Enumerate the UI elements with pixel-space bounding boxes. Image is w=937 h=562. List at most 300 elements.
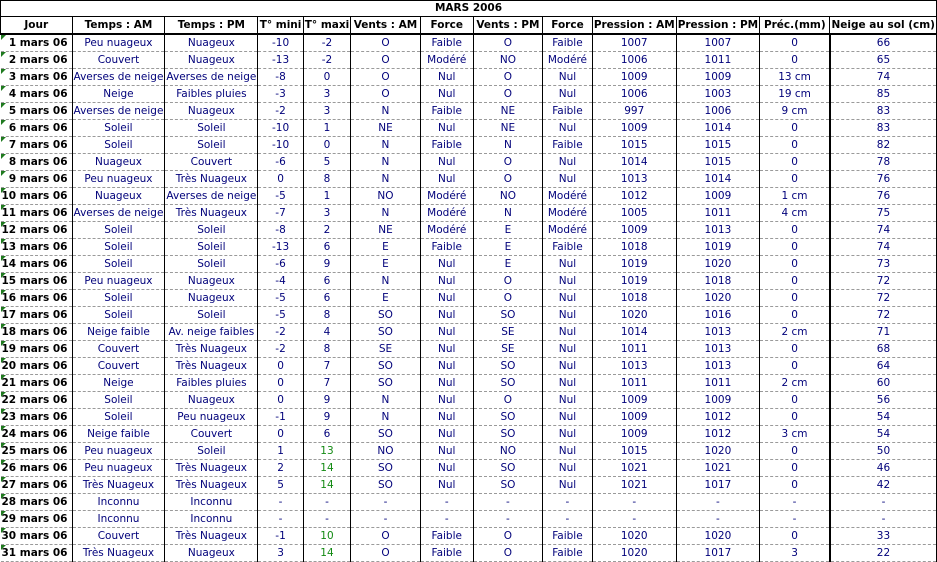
temp-min-cell[interactable]: -1 [258,409,303,426]
snow-cell[interactable]: 74 [830,239,937,256]
pressure-pm-cell[interactable]: 1019 [676,239,759,256]
temp-max-cell[interactable]: - [303,511,350,528]
snow-cell[interactable]: 72 [830,273,937,290]
column-header[interactable]: T° maxi [303,17,350,35]
wind-am-cell[interactable]: NE [351,120,421,137]
pressure-pm-cell[interactable]: 1017 [676,545,759,562]
pressure-pm-cell[interactable]: 1007 [676,34,759,52]
snow-cell[interactable]: 74 [830,69,937,86]
pressure-am-cell[interactable]: 1009 [592,426,676,443]
weather-pm-cell[interactable]: Soleil [165,239,258,256]
temp-max-cell[interactable]: 7 [303,375,350,392]
pressure-pm-cell[interactable]: 1003 [676,86,759,103]
wind-am-cell[interactable]: SO [351,460,421,477]
precip-cell[interactable]: 0 [760,409,830,426]
temp-max-cell[interactable]: 6 [303,239,350,256]
snow-cell[interactable]: 50 [830,443,937,460]
pressure-am-cell[interactable]: 1012 [592,188,676,205]
wind-am-cell[interactable]: E [351,256,421,273]
force-am-cell[interactable]: - [420,511,473,528]
temp-min-cell[interactable]: 0 [258,392,303,409]
force-am-cell[interactable]: Nul [420,171,473,188]
wind-am-cell[interactable]: SO [351,426,421,443]
snow-cell[interactable]: 42 [830,477,937,494]
pressure-am-cell[interactable]: 1020 [592,545,676,562]
precip-cell[interactable]: 13 cm [760,69,830,86]
force-am-cell[interactable]: Faible [420,545,473,562]
force-pm-cell[interactable]: Nul [543,341,593,358]
temp-max-cell[interactable]: 1 [303,188,350,205]
column-header[interactable]: Pression : AM [592,17,676,35]
wind-pm-cell[interactable]: O [473,154,542,171]
wind-pm-cell[interactable]: O [473,290,542,307]
temp-min-cell[interactable]: 3 [258,545,303,562]
pressure-am-cell[interactable]: 1013 [592,171,676,188]
temp-min-cell[interactable]: -6 [258,154,303,171]
wind-pm-cell[interactable]: NE [473,120,542,137]
wind-pm-cell[interactable]: O [473,392,542,409]
day-cell[interactable]: 6 mars 06 [1,120,73,137]
pressure-pm-cell[interactable]: 1016 [676,307,759,324]
force-pm-cell[interactable]: Nul [543,69,593,86]
weather-am-cell[interactable]: Couvert [72,341,165,358]
force-am-cell[interactable]: Modéré [420,222,473,239]
force-am-cell[interactable]: Nul [420,375,473,392]
snow-cell[interactable]: - [830,494,937,511]
snow-cell[interactable]: 54 [830,426,937,443]
weather-am-cell[interactable]: Soleil [72,256,165,273]
pressure-pm-cell[interactable]: 1021 [676,460,759,477]
temp-max-cell[interactable]: 3 [303,205,350,222]
wind-pm-cell[interactable]: O [473,34,542,52]
pressure-am-cell[interactable]: 1009 [592,409,676,426]
temp-min-cell[interactable]: -3 [258,86,303,103]
wind-am-cell[interactable]: SO [351,375,421,392]
snow-cell[interactable]: 82 [830,137,937,154]
temp-max-cell[interactable]: 9 [303,409,350,426]
force-am-cell[interactable]: Nul [420,358,473,375]
precip-cell[interactable]: 0 [760,273,830,290]
force-am-cell[interactable]: Faible [420,137,473,154]
force-am-cell[interactable]: Nul [420,409,473,426]
weather-am-cell[interactable]: Averses de neige [72,205,165,222]
wind-am-cell[interactable]: N [351,103,421,120]
temp-max-cell[interactable]: 9 [303,256,350,273]
column-header[interactable]: Temps : AM [72,17,165,35]
pressure-pm-cell[interactable]: 1013 [676,358,759,375]
wind-pm-cell[interactable]: E [473,222,542,239]
weather-pm-cell[interactable]: Averses de neige [165,69,258,86]
force-am-cell[interactable]: Nul [420,290,473,307]
force-pm-cell[interactable]: Nul [543,86,593,103]
day-cell[interactable]: 5 mars 06 [1,103,73,120]
pressure-pm-cell[interactable]: 1009 [676,69,759,86]
wind-pm-cell[interactable]: O [473,545,542,562]
snow-cell[interactable]: 56 [830,392,937,409]
temp-min-cell[interactable]: -10 [258,120,303,137]
column-header[interactable]: Force [543,17,593,35]
weather-pm-cell[interactable]: Nuageux [165,290,258,307]
weather-am-cell[interactable]: Soleil [72,222,165,239]
weather-am-cell[interactable]: Nuageux [72,188,165,205]
precip-cell[interactable]: 3 cm [760,426,830,443]
weather-pm-cell[interactable]: Nuageux [165,545,258,562]
wind-pm-cell[interactable]: SO [473,426,542,443]
force-pm-cell[interactable]: Nul [543,409,593,426]
weather-am-cell[interactable]: Peu nuageux [72,460,165,477]
pressure-am-cell[interactable]: 1018 [592,290,676,307]
precip-cell[interactable]: 0 [760,443,830,460]
temp-min-cell[interactable]: - [258,494,303,511]
column-header[interactable]: Vents : AM [351,17,421,35]
day-cell[interactable]: 7 mars 06 [1,137,73,154]
temp-min-cell[interactable]: -5 [258,290,303,307]
weather-pm-cell[interactable]: Faibles pluies [165,86,258,103]
pressure-am-cell[interactable]: 1005 [592,205,676,222]
temp-max-cell[interactable]: 8 [303,307,350,324]
precip-cell[interactable]: 2 cm [760,324,830,341]
weather-am-cell[interactable]: Soleil [72,290,165,307]
wind-pm-cell[interactable]: NO [473,52,542,69]
day-cell[interactable]: 21 mars 06 [1,375,73,392]
snow-cell[interactable]: 71 [830,324,937,341]
force-am-cell[interactable]: Nul [420,477,473,494]
weather-pm-cell[interactable]: Peu nuageux [165,409,258,426]
temp-min-cell[interactable]: -5 [258,307,303,324]
pressure-am-cell[interactable]: 1019 [592,273,676,290]
snow-cell[interactable]: 74 [830,222,937,239]
wind-am-cell[interactable]: O [351,86,421,103]
force-pm-cell[interactable]: Nul [543,273,593,290]
weather-am-cell[interactable]: Soleil [72,307,165,324]
force-pm-cell[interactable]: Nul [543,375,593,392]
force-pm-cell[interactable]: Nul [543,120,593,137]
column-header[interactable]: Jour [1,17,73,35]
temp-min-cell[interactable]: -8 [258,69,303,86]
weather-pm-cell[interactable]: Inconnu [165,511,258,528]
temp-max-cell[interactable]: 6 [303,273,350,290]
column-header[interactable]: T° mini [258,17,303,35]
precip-cell[interactable]: 0 [760,341,830,358]
temp-min-cell[interactable]: -4 [258,273,303,290]
pressure-pm-cell[interactable]: 1011 [676,205,759,222]
snow-cell[interactable]: - [830,511,937,528]
pressure-pm-cell[interactable]: 1013 [676,324,759,341]
temp-max-cell[interactable]: 6 [303,290,350,307]
day-cell[interactable]: 9 mars 06 [1,171,73,188]
wind-am-cell[interactable]: SO [351,358,421,375]
temp-min-cell[interactable]: 5 [258,477,303,494]
pressure-pm-cell[interactable]: 1013 [676,222,759,239]
temp-min-cell[interactable]: -7 [258,205,303,222]
temp-max-cell[interactable]: 7 [303,358,350,375]
force-pm-cell[interactable]: Nul [543,477,593,494]
force-am-cell[interactable]: Nul [420,426,473,443]
force-am-cell[interactable]: Nul [420,324,473,341]
pressure-am-cell[interactable]: 1020 [592,528,676,545]
precip-cell[interactable]: 0 [760,460,830,477]
pressure-pm-cell[interactable]: 1018 [676,273,759,290]
weather-pm-cell[interactable]: Très Nuageux [165,205,258,222]
wind-pm-cell[interactable]: O [473,273,542,290]
force-am-cell[interactable]: - [420,494,473,511]
temp-min-cell[interactable]: 1 [258,443,303,460]
precip-cell[interactable]: 0 [760,307,830,324]
weather-pm-cell[interactable]: Soleil [165,256,258,273]
weather-am-cell[interactable]: Très Nuageux [72,477,165,494]
wind-pm-cell[interactable]: O [473,69,542,86]
force-am-cell[interactable]: Nul [420,443,473,460]
pressure-pm-cell[interactable]: 1011 [676,375,759,392]
weather-am-cell[interactable]: Inconnu [72,494,165,511]
weather-am-cell[interactable]: Soleil [72,239,165,256]
pressure-pm-cell[interactable]: 1009 [676,188,759,205]
pressure-pm-cell[interactable]: 1012 [676,409,759,426]
snow-cell[interactable]: 66 [830,34,937,52]
weather-pm-cell[interactable]: Soleil [165,222,258,239]
weather-am-cell[interactable]: Neige [72,86,165,103]
pressure-am-cell[interactable]: 1019 [592,256,676,273]
force-pm-cell[interactable]: Nul [543,256,593,273]
snow-cell[interactable]: 64 [830,358,937,375]
snow-cell[interactable]: 85 [830,86,937,103]
wind-am-cell[interactable]: - [351,511,421,528]
force-pm-cell[interactable]: Modéré [543,52,593,69]
pressure-pm-cell[interactable]: - [676,494,759,511]
weather-am-cell[interactable]: Couvert [72,358,165,375]
temp-min-cell[interactable]: 0 [258,375,303,392]
precip-cell[interactable]: 0 [760,171,830,188]
pressure-pm-cell[interactable]: 1011 [676,52,759,69]
temp-max-cell[interactable]: 14 [303,545,350,562]
pressure-am-cell[interactable]: 1014 [592,154,676,171]
force-am-cell[interactable]: Faible [420,528,473,545]
precip-cell[interactable]: 0 [760,290,830,307]
precip-cell[interactable]: 19 cm [760,86,830,103]
wind-am-cell[interactable]: O [351,52,421,69]
column-header[interactable]: Préc.(mm) [760,17,830,35]
force-pm-cell[interactable]: Nul [543,358,593,375]
force-am-cell[interactable]: Nul [420,273,473,290]
temp-min-cell[interactable]: 2 [258,460,303,477]
day-cell[interactable]: 22 mars 06 [1,392,73,409]
snow-cell[interactable]: 73 [830,256,937,273]
wind-pm-cell[interactable]: - [473,494,542,511]
wind-am-cell[interactable]: NE [351,222,421,239]
day-cell[interactable]: 3 mars 06 [1,69,73,86]
temp-min-cell[interactable]: 0 [258,171,303,188]
temp-min-cell[interactable]: 0 [258,426,303,443]
force-pm-cell[interactable]: Nul [543,171,593,188]
wind-pm-cell[interactable]: E [473,256,542,273]
snow-cell[interactable]: 83 [830,120,937,137]
temp-max-cell[interactable]: 14 [303,460,350,477]
weather-pm-cell[interactable]: Nuageux [165,52,258,69]
day-cell[interactable]: 18 mars 06 [1,324,73,341]
force-pm-cell[interactable]: - [543,494,593,511]
day-cell[interactable]: 30 mars 06 [1,528,73,545]
snow-cell[interactable]: 65 [830,52,937,69]
weather-am-cell[interactable]: Soleil [72,120,165,137]
precip-cell[interactable]: 0 [760,528,830,545]
wind-am-cell[interactable]: N [351,205,421,222]
day-cell[interactable]: 14 mars 06 [1,256,73,273]
snow-cell[interactable]: 68 [830,341,937,358]
weather-am-cell[interactable]: Neige [72,375,165,392]
day-cell[interactable]: 19 mars 06 [1,341,73,358]
force-pm-cell[interactable]: Modéré [543,205,593,222]
wind-am-cell[interactable]: O [351,69,421,86]
force-pm-cell[interactable]: Faible [543,137,593,154]
day-cell[interactable]: 13 mars 06 [1,239,73,256]
weather-pm-cell[interactable]: Très Nuageux [165,341,258,358]
wind-am-cell[interactable]: O [351,528,421,545]
pressure-am-cell[interactable]: - [592,511,676,528]
wind-pm-cell[interactable]: SE [473,324,542,341]
snow-cell[interactable]: 72 [830,307,937,324]
wind-pm-cell[interactable]: NO [473,443,542,460]
weather-am-cell[interactable]: Neige faible [72,426,165,443]
force-pm-cell[interactable]: Modéré [543,188,593,205]
precip-cell[interactable]: - [760,511,830,528]
wind-am-cell[interactable]: N [351,392,421,409]
force-am-cell[interactable]: Nul [420,460,473,477]
pressure-pm-cell[interactable]: 1006 [676,103,759,120]
temp-min-cell[interactable]: -10 [258,34,303,52]
temp-min-cell[interactable]: -1 [258,528,303,545]
precip-cell[interactable]: 0 [760,34,830,52]
wind-am-cell[interactable]: N [351,273,421,290]
snow-cell[interactable]: 76 [830,188,937,205]
force-pm-cell[interactable]: Nul [543,324,593,341]
day-cell[interactable]: 1 mars 06 [1,34,73,52]
force-pm-cell[interactable]: Nul [543,290,593,307]
weather-am-cell[interactable]: Soleil [72,409,165,426]
weather-am-cell[interactable]: Soleil [72,392,165,409]
day-cell[interactable]: 8 mars 06 [1,154,73,171]
weather-pm-cell[interactable]: Nuageux [165,392,258,409]
force-pm-cell[interactable]: Nul [543,460,593,477]
force-am-cell[interactable]: Nul [420,69,473,86]
wind-am-cell[interactable]: SO [351,307,421,324]
temp-max-cell[interactable]: -2 [303,34,350,52]
wind-am-cell[interactable]: SE [351,341,421,358]
temp-max-cell[interactable]: 8 [303,341,350,358]
wind-pm-cell[interactable]: N [473,205,542,222]
temp-min-cell[interactable]: -10 [258,137,303,154]
force-pm-cell[interactable]: Faible [543,103,593,120]
pressure-pm-cell[interactable]: - [676,511,759,528]
temp-max-cell[interactable]: 14 [303,477,350,494]
snow-cell[interactable]: 22 [830,545,937,562]
pressure-am-cell[interactable]: 1009 [592,69,676,86]
force-pm-cell[interactable]: - [543,511,593,528]
force-pm-cell[interactable]: Nul [543,443,593,460]
temp-min-cell[interactable]: -2 [258,341,303,358]
pressure-am-cell[interactable]: 1015 [592,443,676,460]
temp-min-cell[interactable]: -6 [258,256,303,273]
wind-am-cell[interactable]: N [351,154,421,171]
precip-cell[interactable]: 0 [760,137,830,154]
wind-pm-cell[interactable]: SO [473,307,542,324]
temp-max-cell[interactable]: 3 [303,103,350,120]
force-am-cell[interactable]: Nul [420,392,473,409]
snow-cell[interactable]: 78 [830,154,937,171]
force-am-cell[interactable]: Faible [420,239,473,256]
weather-pm-cell[interactable]: Faibles pluies [165,375,258,392]
force-am-cell[interactable]: Nul [420,86,473,103]
day-cell[interactable]: 31 mars 06 [1,545,73,562]
weather-am-cell[interactable]: Peu nuageux [72,443,165,460]
day-cell[interactable]: 24 mars 06 [1,426,73,443]
weather-am-cell[interactable]: Averses de neige [72,103,165,120]
pressure-am-cell[interactable]: 1011 [592,341,676,358]
temp-max-cell[interactable]: 9 [303,392,350,409]
wind-pm-cell[interactable]: SE [473,341,542,358]
pressure-pm-cell[interactable]: 1020 [676,443,759,460]
pressure-pm-cell[interactable]: 1020 [676,290,759,307]
wind-am-cell[interactable]: E [351,239,421,256]
temp-min-cell[interactable]: -5 [258,188,303,205]
weather-pm-cell[interactable]: Inconnu [165,494,258,511]
force-pm-cell[interactable]: Nul [543,426,593,443]
temp-max-cell[interactable]: - [303,494,350,511]
weather-pm-cell[interactable]: Nuageux [165,34,258,52]
weather-pm-cell[interactable]: Nuageux [165,273,258,290]
weather-am-cell[interactable]: Nuageux [72,154,165,171]
wind-am-cell[interactable]: NO [351,188,421,205]
force-pm-cell[interactable]: Nul [543,392,593,409]
weather-pm-cell[interactable]: Très Nuageux [165,460,258,477]
temp-max-cell[interactable]: 2 [303,222,350,239]
weather-pm-cell[interactable]: Couvert [165,154,258,171]
wind-am-cell[interactable]: N [351,137,421,154]
force-am-cell[interactable]: Modéré [420,188,473,205]
day-cell[interactable]: 26 mars 06 [1,460,73,477]
wind-pm-cell[interactable]: O [473,86,542,103]
weather-am-cell[interactable]: Couvert [72,52,165,69]
precip-cell[interactable]: 0 [760,358,830,375]
pressure-pm-cell[interactable]: 1017 [676,477,759,494]
precip-cell[interactable]: 0 [760,154,830,171]
snow-cell[interactable]: 75 [830,205,937,222]
force-pm-cell[interactable]: Nul [543,307,593,324]
weather-pm-cell[interactable]: Av. neige faibles [165,324,258,341]
precip-cell[interactable]: 0 [760,477,830,494]
precip-cell[interactable]: 9 cm [760,103,830,120]
pressure-pm-cell[interactable]: 1014 [676,120,759,137]
weather-pm-cell[interactable]: Très Nuageux [165,171,258,188]
wind-am-cell[interactable]: N [351,171,421,188]
weather-am-cell[interactable]: Neige faible [72,324,165,341]
weather-am-cell[interactable]: Peu nuageux [72,171,165,188]
wind-pm-cell[interactable]: SO [473,358,542,375]
pressure-am-cell[interactable]: 1011 [592,375,676,392]
day-cell[interactable]: 15 mars 06 [1,273,73,290]
day-cell[interactable]: 4 mars 06 [1,86,73,103]
wind-am-cell[interactable]: O [351,545,421,562]
pressure-pm-cell[interactable]: 1015 [676,154,759,171]
wind-pm-cell[interactable]: N [473,137,542,154]
wind-pm-cell[interactable]: O [473,528,542,545]
snow-cell[interactable]: 83 [830,103,937,120]
pressure-pm-cell[interactable]: 1020 [676,256,759,273]
wind-pm-cell[interactable]: SO [473,375,542,392]
day-cell[interactable]: 16 mars 06 [1,290,73,307]
temp-min-cell[interactable]: -13 [258,239,303,256]
pressure-pm-cell[interactable]: 1015 [676,137,759,154]
weather-pm-cell[interactable]: Soleil [165,307,258,324]
